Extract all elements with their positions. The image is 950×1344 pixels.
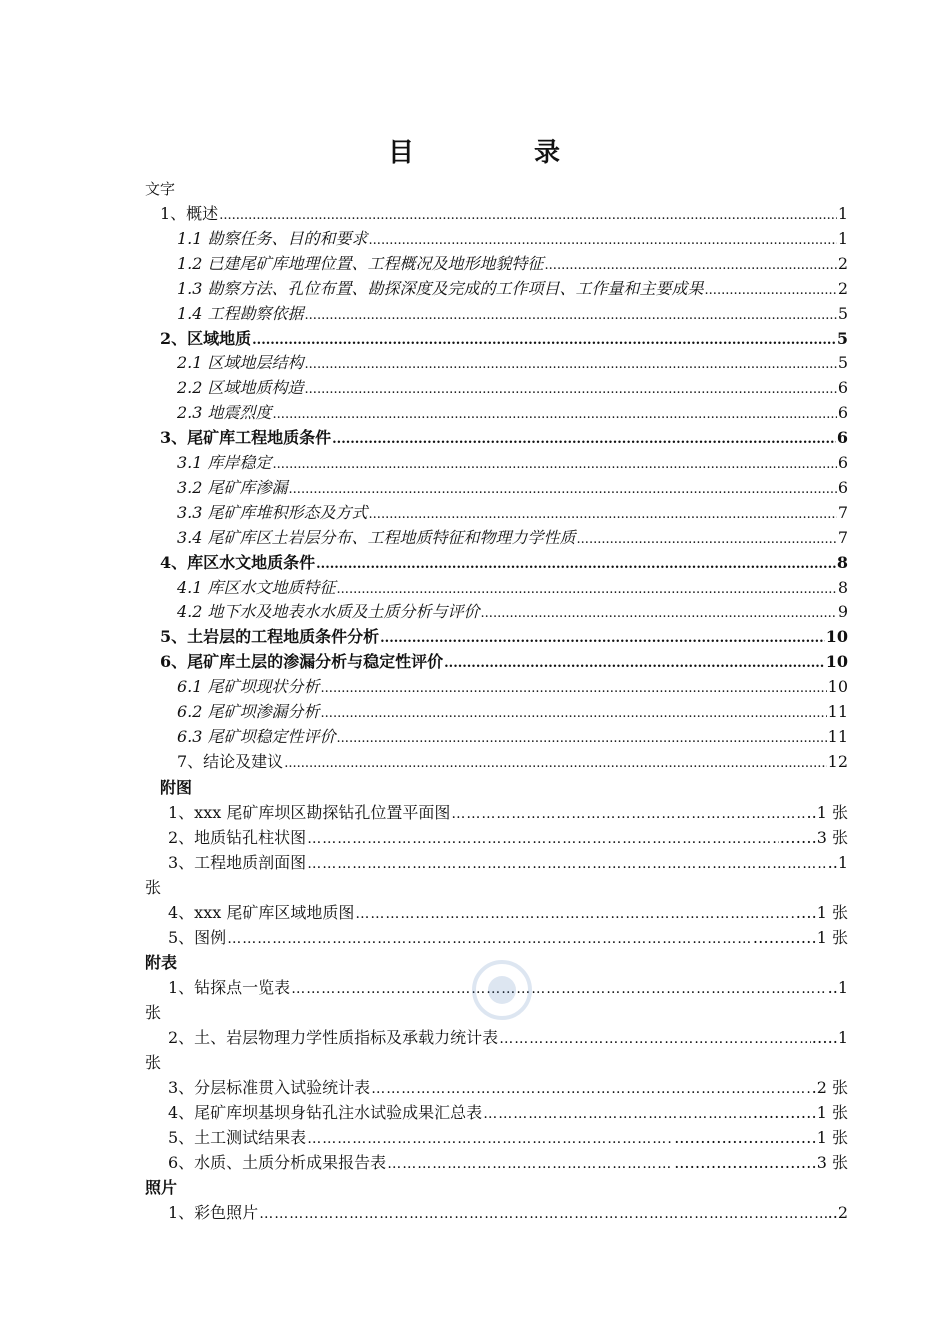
appendix-entry-count: …………1 张 (752, 928, 848, 947)
watermark-icon (470, 958, 534, 1022)
toc-entry-title: 4.1 库区水文地质特征 (177, 577, 336, 597)
toc-entry[interactable] (160, 624, 848, 647)
toc-entry[interactable] (160, 550, 848, 573)
toc-entry-title: 4、库区水文地质条件 (160, 552, 316, 572)
toc-entry-page: 6 (837, 378, 848, 398)
dot-leader (291, 981, 826, 997)
toc-entry-title: 6.1 尾矿坝现状分析 (177, 677, 320, 697)
appendix-entry-title: 4、xxx 尾矿库区域地质图 (168, 903, 355, 922)
toc-entry[interactable] (177, 301, 848, 324)
toc-entry-page: 5 (837, 353, 848, 373)
toc-entry[interactable] (177, 350, 848, 373)
toc-entry-page: 1 (837, 204, 848, 223)
toc-entry[interactable] (177, 749, 848, 772)
appendix-entry[interactable] (168, 1150, 848, 1173)
toc-entry-page: 2 (837, 278, 848, 298)
appendix-entry[interactable] (168, 1075, 848, 1098)
appendix-entry-title: 6、水质、土质分析成果报告表 (168, 1153, 387, 1172)
toc-entry[interactable] (177, 674, 848, 697)
appendix-entry-count: ..2 (827, 1203, 848, 1222)
appendix-entry[interactable] (168, 1200, 848, 1223)
toc-entry-page: 1 (837, 228, 848, 248)
toc-entry-title: 3.4 尾矿库区土岩层分布、工程地质特征和物理力学性质 (177, 527, 576, 547)
dot-leader (227, 931, 752, 947)
dot-leader (289, 482, 837, 497)
toc-entry-title: 3、尾矿库工程地质条件 (160, 428, 332, 448)
dot-leader (355, 906, 794, 922)
toc-entry-title: 2.2 区域地质构造 (177, 378, 304, 398)
appendix-heading: 附图 (160, 778, 193, 797)
toc-entry[interactable] (177, 699, 848, 722)
appendix-entry-title: 1、钻探点一览表 (168, 978, 291, 997)
toc-entry-title: 6.3 尾矿坝稳定性评价 (177, 726, 336, 746)
toc-entry[interactable] (177, 276, 848, 299)
dot-leader (219, 208, 837, 223)
dot-leader (305, 308, 837, 323)
appendix-entry[interactable] (168, 1025, 848, 1048)
toc-entry[interactable] (177, 500, 848, 523)
toc-entry-page: 5 (837, 303, 848, 323)
appendix-entry-count: .2 张 (811, 1078, 848, 1097)
appendix-entry-count: ...……………...……1 张 (674, 1128, 848, 1147)
appendix-entry[interactable] (168, 850, 848, 873)
dot-leader (444, 656, 825, 671)
dot-leader (307, 1131, 673, 1147)
toc-entry-page: 8 (837, 577, 848, 597)
toc-entry-title: 1.3 勘察方法、孔位布置、勘探深度及完成的工作项目、工作量和主要成果 (177, 278, 704, 298)
appendix-entry-title: 3、工程地质剖面图 (168, 853, 307, 872)
toc-entry[interactable] (177, 599, 848, 622)
dot-leader (577, 532, 837, 547)
toc-entry-page: 10 (825, 627, 848, 647)
dot-leader (481, 606, 837, 621)
toc-entry[interactable] (177, 375, 848, 398)
toc-entry[interactable] (177, 724, 848, 747)
toc-entry-title: 2、区域地质 (160, 328, 252, 348)
toc-entry-title: 3.1 库岸稳定 (177, 453, 272, 472)
dot-leader (387, 1156, 673, 1172)
appendix-entry-title: 4、尾矿库坝基坝身钻孔注水试验成果汇总表 (168, 1103, 483, 1122)
toc-entry[interactable] (177, 226, 848, 249)
appendix-entry-count: ..1 (827, 978, 848, 997)
appendix-entry-title: 1、彩色照片 (168, 1203, 259, 1222)
appendix-entry[interactable] (168, 925, 848, 948)
appendix-entry-title: 3、分层标准贯入试验统计表 (168, 1078, 371, 1097)
toc-entry-page: 7 (837, 527, 848, 547)
toc-entry-title: 1.4 工程勘察依据 (177, 303, 304, 323)
toc-entry-title: 6.2 尾矿坝渗漏分析 (177, 702, 320, 721)
toc-entry-page: 11 (827, 702, 848, 721)
toc-entry-title: 4.2 地下水及地表水水质及土质分析与评价 (177, 602, 480, 622)
toc-entry[interactable] (177, 475, 848, 498)
dot-leader (337, 582, 837, 597)
toc-entry-title: 3.3 尾矿库堆积形态及方式 (177, 502, 368, 522)
appendix-entry[interactable] (168, 1125, 848, 1148)
appendix-entry-wrap: 张 (145, 878, 162, 897)
appendix-entry-count: ..1 (827, 853, 848, 872)
dot-leader (371, 1081, 810, 1097)
toc-entry-title: 2.1 区域地层结构 (177, 353, 304, 373)
dot-leader (321, 681, 827, 696)
toc-entry-title: 3.2 尾矿库渗漏 (177, 477, 288, 497)
title-char-1: 目 (387, 138, 416, 168)
toc-entry-page: 2 (837, 253, 848, 273)
toc-entry-page: 6 (836, 428, 848, 448)
appendix-entry-count: …….3 张 (779, 828, 848, 847)
dot-leader (305, 382, 837, 397)
toc-entry-title: 6、尾矿库土层的渗漏分析与稳定性评价 (160, 652, 444, 672)
appendix-entry[interactable] (168, 825, 848, 848)
toc-entry[interactable] (160, 649, 848, 672)
toc-entry-title: 7、结论及建议 (177, 751, 284, 771)
appendix-entry-count: ..1 张 (806, 803, 848, 822)
appendix-entry-title: 2、地质钻孔柱状图 (168, 828, 307, 847)
toc-entry-page: 6 (837, 477, 848, 497)
toc-entry-page: 6 (837, 453, 848, 472)
dot-leader (332, 432, 836, 447)
dot-leader (259, 1206, 826, 1222)
dot-leader (307, 856, 826, 872)
toc-entry-title: 2.3 地震烈度 (177, 403, 272, 423)
toc-entry-page: 12 (827, 751, 848, 771)
toc-entry[interactable] (160, 201, 848, 224)
toc-entry-title: 1.2 已建尾矿库地理位置、工程概况及地形地貌特征 (177, 253, 544, 273)
toc-entry[interactable] (177, 251, 848, 274)
dot-leader (321, 706, 827, 721)
dot-leader (273, 457, 837, 472)
toc-entry-page: 10 (827, 677, 848, 697)
title-char-2: 录 (534, 138, 563, 168)
appendix-heading: 附表 (145, 953, 178, 972)
appendix-entry[interactable] (168, 900, 848, 923)
toc-entry-page: 5 (836, 328, 848, 348)
dot-leader (380, 631, 825, 646)
appendix-entry-title: 5、土工测试结果表 (168, 1128, 307, 1147)
appendix-entry-title: 1、xxx 尾矿库坝区勘探钻孔位置平面图 (168, 803, 451, 822)
toc-entry-title: 5、土岩层的工程地质条件分析 (160, 627, 380, 647)
appendix-entry-count: ….1 张 (795, 903, 848, 922)
toc-entry-title: 1、概述 (160, 204, 219, 223)
toc-entry-page: 11 (827, 726, 848, 746)
dot-leader (252, 333, 836, 348)
appendix-entry-wrap: 张 (145, 1053, 162, 1072)
toc-entry[interactable] (177, 575, 848, 598)
appendix-entry-title: 2、土、岩层物理力学性质指标及承载力统计表 (168, 1028, 499, 1047)
toc-entry[interactable] (160, 425, 848, 448)
toc-entry-page: 8 (836, 552, 848, 572)
dot-leader (337, 731, 827, 746)
toc-entry-page: 9 (837, 602, 848, 622)
toc-entry-title: 1.1 勘察任务、目的和要求 (177, 228, 368, 248)
toc-entry[interactable] (177, 450, 848, 473)
dot-leader (369, 233, 837, 248)
toc-entry[interactable] (160, 326, 848, 349)
dot-leader (284, 756, 826, 771)
dot-leader (369, 507, 837, 522)
appendix-entry[interactable] (168, 1100, 848, 1123)
toc-entry-page: 7 (837, 502, 848, 522)
dot-leader (273, 407, 837, 422)
dot-leader (705, 283, 837, 298)
appendix-entry[interactable] (168, 800, 848, 823)
dot-leader (305, 357, 837, 372)
toc-entry-page: 10 (825, 652, 848, 672)
dot-leader (316, 557, 836, 572)
appendix-heading: 照片 (145, 1178, 178, 1197)
dot-leader (451, 806, 805, 822)
dot-leader (483, 1106, 752, 1122)
appendix-entry-count: ...…………...………3 张 (674, 1153, 848, 1172)
toc-entry-page: 6 (837, 403, 848, 423)
appendix-entry-wrap: 张 (145, 1003, 162, 1022)
toc-entry[interactable] (177, 525, 848, 548)
dot-leader (545, 258, 837, 273)
appendix-entry-title: 5、图例 (168, 928, 227, 947)
appendix-entry-count: …..1 (811, 1028, 848, 1047)
toc-title (0, 132, 950, 169)
toc-entry[interactable] (177, 400, 848, 423)
dot-leader (307, 831, 778, 847)
section-label: 文字 (145, 180, 176, 198)
dot-leader (499, 1031, 810, 1047)
appendix-entry-count: …………1 张 (752, 1103, 848, 1122)
